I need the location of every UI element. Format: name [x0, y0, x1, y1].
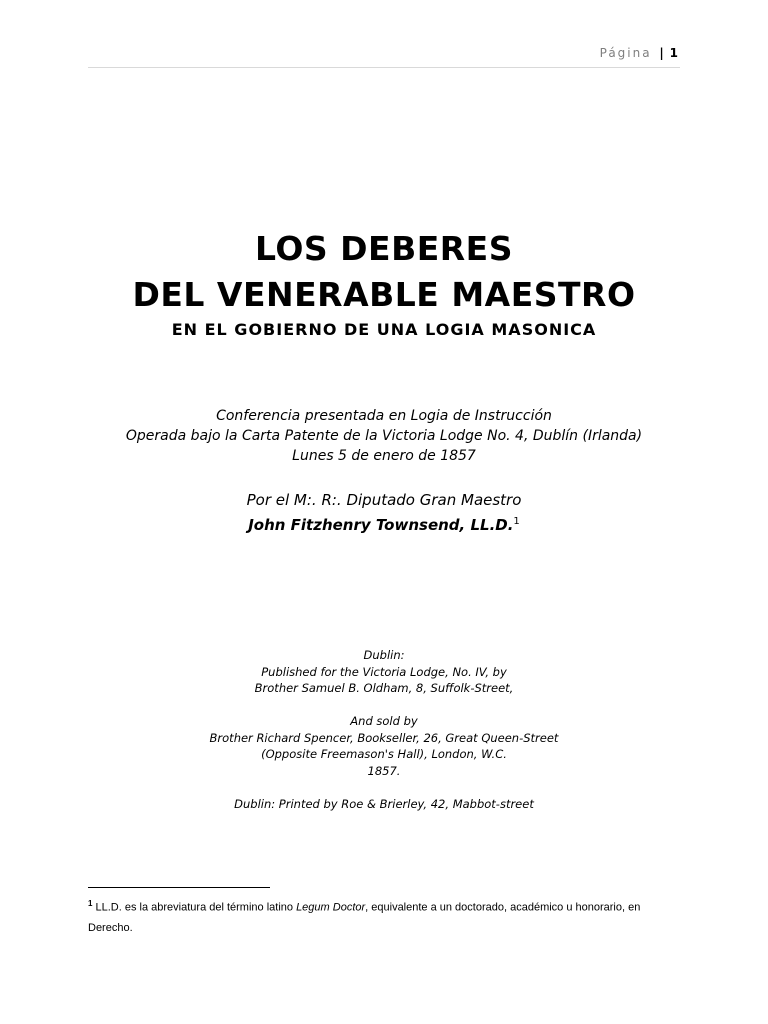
author-title: Por el M:. R:. Diputado Gran Maestro [246, 491, 522, 509]
header-divider [88, 67, 680, 68]
footnote-italic-term: Legum Doctor [296, 901, 366, 914]
title-line-1: LOS DEBERES [254, 229, 513, 268]
footnote [88, 894, 688, 938]
footnote-text-after: , equivalente a un doctorado, académico u honorario, en Derecho. [88, 901, 641, 934]
conference-line-1: Conferencia presentada en Logia de Instrucción [216, 408, 552, 424]
author-block [0, 489, 768, 536]
author-name: John Fitzhenry Townsend, LL.D. [248, 516, 514, 534]
title-line-2: DEL VENERABLE MAESTRO [132, 275, 636, 314]
pub-line-5: Brother Richard Spencer, Bookseller, 26, Great Queen-Street [209, 730, 559, 745]
pub-line-6: (Opposite Freemason's Hall), London, W.C. [261, 747, 507, 761]
conference-date: Lunes 5 de enero de 1857 [292, 448, 476, 464]
document-title [0, 226, 768, 318]
footnote-divider [88, 887, 270, 888]
footnote-text-before: LL.D. es la abreviatura del término latino [92, 901, 297, 914]
conference-info [0, 406, 768, 466]
page-separator: | [659, 46, 664, 60]
page-number: 1 [669, 46, 678, 60]
page-label: Página [599, 46, 652, 60]
conference-line-2: Operada bajo la Carta Patente de la Victoria Lodge No. 4, Dublín (Irlanda) [125, 428, 643, 444]
pub-printer: Dublin: Printed by Roe & Brierley, 42, Mabbot-street [234, 796, 534, 811]
footnote-reference[interactable]: 1 [513, 516, 520, 527]
pub-line-3: Brother Samuel B. Oldham, 8, Suffolk-Street, [254, 681, 514, 695]
pub-line-4: And sold by [350, 714, 418, 728]
footnote-number: 1 [88, 899, 93, 908]
page-header [600, 46, 678, 60]
pub-year: 1857. [367, 763, 401, 778]
pub-line-1: Dublin: [363, 648, 405, 662]
pub-line-2: Published for the Victoria Lodge, No. IV, by [261, 664, 507, 679]
publication-info [0, 647, 768, 812]
document-subtitle: EN EL GOBIERNO DE UNA LOGIA MASONICA [171, 320, 597, 339]
